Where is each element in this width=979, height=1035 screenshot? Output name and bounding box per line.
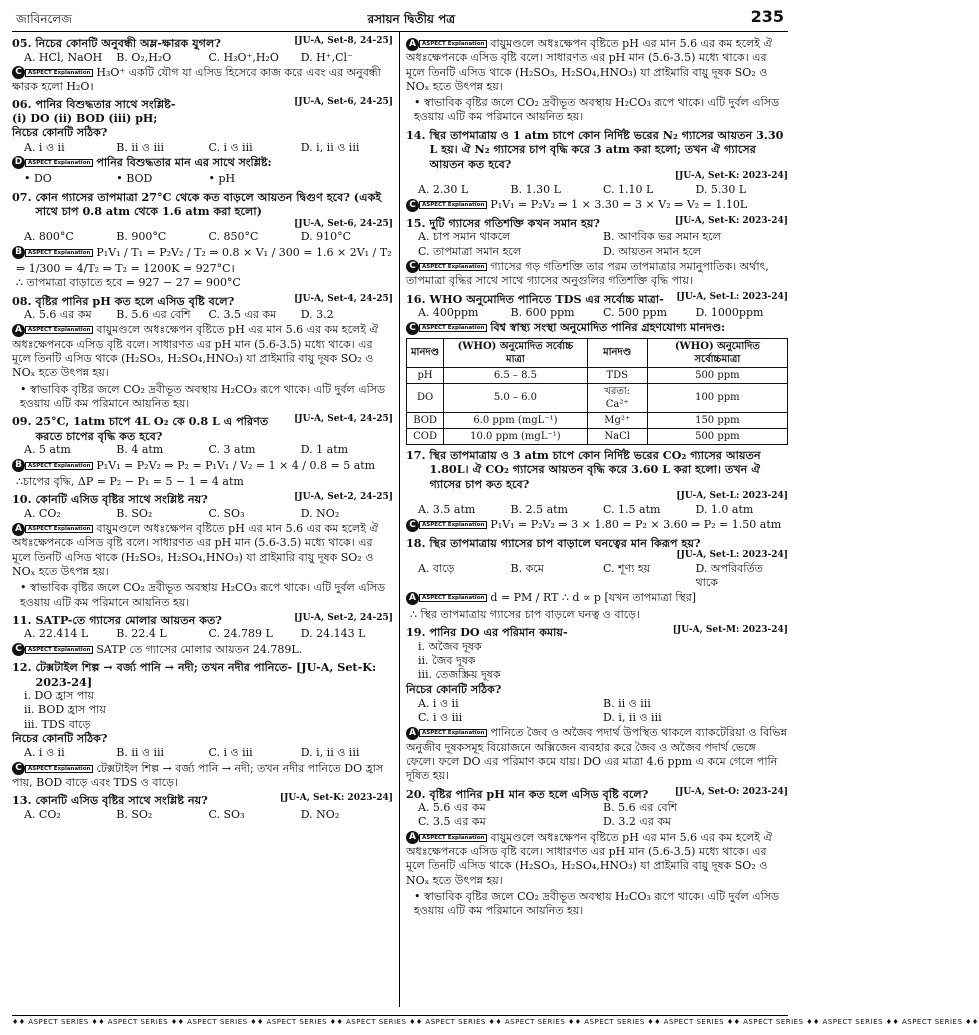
explanation: A ASPECT Explanation বায়ুমণ্ডলে অধঃক্ষেপন বৃষ্টিতে pH এর মান 5.6 এর কম হলেই ঐ অধঃক্ষেপনকে এসিড বৃষ্টি বলে। সাধারণত এর pH মান (5.6-3.5) মধ্যে থাকে। এর মূলে তিনটি এসিড থাকে (H₂SO₃, H₂SO₄,HNO₃) যা প্রাইমারি বায়ু দূষক SO₂ ও NOₓ হতে উৎপন্ন হয়। (12, 323, 379, 380)
question-05 (12, 36, 393, 94)
aspect-explanation-badge: C ASPECT Explanation (406, 260, 487, 273)
equation: ⇒ 1/300 = 4/T₂ ⇒ T₂ = 1200K = 927°C। (16, 261, 235, 275)
aspect-explanation-badge: A ASPECT Explanation (406, 592, 487, 605)
question-ref: [JU-A, Set-6, 24-25] (294, 218, 393, 229)
statement-list: i. অজৈব দূষক ii. জৈব দূষক iii. তেজস্ক্রিয় দূষক (418, 639, 501, 682)
table-row: pH 6.5 – 8.5 TDS 500 ppm (407, 367, 788, 383)
options: A. CO₂ B. SO₂ C. SO₃ D. NO₂ (24, 506, 340, 520)
option: C. H₃O⁺,H₂O (208, 50, 279, 64)
explanation: C ASPECT Explanation বিশ্ব স্বাস্থ্য সংস্থা অনুমোদিত পানির গ্রহণযোগ্য মানদণ্ড: (406, 321, 788, 335)
question-16: 16. WHO অনুমোদিত পানিতে TDS এর সর্বোচ্চ মাত্রা- [JU-A, Set-L: 2023-24] A. 400ppm B. 600 ppm C. 500 ppm D. 1000ppm C ASPECT Explanation বিশ্ব স্বাস্থ্য সংস্থা অনুমোদিত পানির গ্রহণযোগ্য মানদণ্ড: মানদণ্ড (WHO) অনুমোদিত সর্বোচ্চ মাত্রা মানদণ্ড (WHO) অনুমোদিত সর্বোচ্চমাত্রা pH 6.5 – 8.5 TDS 500 ppm DO 5.0 – 6.0 খরতা: Ca²⁺ 100 ppm BOD 6.0 ppm (mgL⁻¹) Mg²⁺ 150 ppm COD 10.0 ppm (mgL⁻¹) NaCl 500 ppm (406, 292, 788, 445)
options: A. চাপ সমান থাকলে B. আণবিক ভর সমান হলে C. তাপমাত্রা সমান হলে D. আয়তন সমান হলে (418, 230, 721, 258)
option: B. O₂,H₂O (116, 50, 172, 64)
explanation: C ASPECT Explanation গ্যাসের গড় গতিশক্তি তার পরম তাপমাত্রার সমানুপাতিক। অর্থাৎ, তাপমাত্রা বৃদ্ধির সাথে সাথে গ্যাসের অনুগুলির গতিশক্তি বৃদ্ধি পায়। (406, 259, 769, 288)
explanation: C ASPECT Explanation টেক্সটাইল শিল্প → বর্জ্য পানি → নদী; তখন নদীর পানিতে DO হ্রাস পায়, BOD বাড়ে এবং TDS ও বাড়ে। (12, 761, 384, 789)
explanation-items: • DO • BOD • pH (24, 172, 236, 186)
publisher-name: জাবিনলেজ (16, 12, 72, 27)
page-number: 235 (750, 7, 784, 27)
explanation: C ASPECT Explanation P₁V₁ = P₂V₂ ⇒ 1 × 3.30 = 3 × V₂ ⇒ V₂ = 1.10L (406, 198, 788, 212)
question-06 (12, 97, 393, 186)
aspect-explanation-badge: A ASPECT Explanation (406, 831, 487, 844)
table-row: DO 5.0 – 6.0 খরতা: Ca²⁺ 100 ppm (407, 383, 788, 412)
explanation: C ASPECT Explanation SATP তে গ্যাসের মোলার আয়তন 24.789L. (12, 643, 393, 657)
question-07: 07. কোন গ্যাসের তাপমাত্রা 27°C থেকে কত বাড়লে আয়তন দ্বিগুণ হবে? (একই সাথে চাপ 0.8 atm থেকে 1.6 atm করা হলো) [JU-A, Set-6, 24-25] A. 800°C B. 900°C C. 850°C D. 910°C B ASPECT Explanation P₁V₁ / T₁ = P₂V₂ / T₂ ⇒ 0.8 × V₁ / 300 = 1.6 × 2V₁ / T₂ ⇒ 1/300 = 4/T₂ ⇒ T₂ = 1200K = 927°C। ∴ তাপমাত্রা বাড়াতে হবে = 927 − 27 = 900°C (12, 189, 393, 290)
explanation: B ASPECT Explanation P₁V₁ = P₂V₂ ⇒ P₂ = P₁V₁ / V₂ = 1 × 4 / 0.8 = 5 atm (12, 459, 393, 473)
options: A. i ও ii B. ii ও iii C. i ও iii D. i, ii ও iii (418, 696, 662, 725)
left-column (12, 32, 400, 1007)
question-number: 06. (12, 97, 32, 112)
explanation-bullet: • স্বাভাবিক বৃষ্টির জলে CO₂ দ্রবীভূত অবস্থায় H₂CO₃ রূপে থাকে। এটি দুর্বল এসিড হওয়ায় এটি কম পরিমানে আয়নিত হয়। (20, 581, 386, 609)
statement-list: i. DO হ্রাস পায় ii. BOD হ্রাস পায় iii. TDS বাড়ে (24, 689, 106, 731)
question-13-continued: A ASPECT Explanation বায়ুমণ্ডলে অধঃক্ষেপন বৃষ্টিতে pH এর মান 5.6 এর কম হলেই ঐ অধঃক্ষেপনকে এসিড বৃষ্টি বলে। সাধারণত এর pH মান (5.6-3.5) মধ্যে থাকে। এর মূলে তিনটি এসিড থাকে (H₂SO₃, H₂SO₄,HNO₃) যা প্রাইমারি বায়ু দূষক SO₂ ও NOₓ হতে উৎপন্ন হয়। • স্বাভাবিক বৃষ্টির জলে CO₂ দ্রবীভূত অবস্থায় H₂CO₃ রূপে থাকে। এটি দুর্বল এসিড হওয়ায় এটি কম পরিমানে আয়নিত হয়। (406, 37, 788, 125)
question-ask: নিচের কোনটি সঠিক? (12, 126, 108, 140)
aspect-explanation-badge: C ASPECT Explanation (12, 66, 93, 79)
question-12: 12. টেক্সটাইল শিল্প → বর্জ্য পানি → নদী; তখন নদীর পানিতে- [JU-A, Set-K: 2023-24] i. DO হ্রাস পায় ii. BOD হ্রাস পায় iii. TDS বাড়ে নিচের কোনটি সঠিক? A. i ও ii B. ii ও iii C. i ও iii D. i, ii ও iii C ASPECT Explanation টেক্সটাইল শিল্প → বর্জ্য পানি → নদী; তখন নদীর পানিতে DO হ্রাস পায়, BOD বাড়ে এবং TDS ও বাড়ে। (12, 660, 393, 790)
question-15: 15. দুটি গ্যাসের গতিশক্তি কখন সমান হয়? [JU-A, Set-K: 2023-24] A. চাপ সমান থাকলে B. আণবিক ভর সমান হলে C. তাপমাত্রা সমান হলে D. আয়তন সমান হলে C ASPECT Explanation গ্যাসের গড় গতিশক্তি তার পরম তাপমাত্রার সমানুপাতিক। অর্থাৎ, তাপমাত্রা বৃদ্ধির সাথে সাথে গ্যাসের অনুগুলির গতিশক্তি বৃদ্ধি পায়। (406, 215, 788, 288)
aspect-explanation-badge: B ASPECT Explanation (12, 459, 93, 472)
book-title: রসায়ন দ্বিতীয় পত্র (367, 12, 456, 27)
options: A. 5.6 এর কম B. 5.6 এর বেশি C. 3.5 এর কম D. 3.2 (24, 308, 334, 322)
question-11: 11. SATP-তে গ্যাসের মোলার আয়তন কত? [JU-A, Set-2, 24-25] A. 22.414 L B. 22.4 L C. 24.789 L D. 24.143 L C ASPECT Explanation SATP তে গ্যাসের মোলার আয়তন 24.789L. (12, 612, 393, 656)
question-18: 18. স্থির তাপমাত্রায় গ্যাসের চাপ বাড়ালে ঘনত্বের মান কিরূপ হয়? [JU-A, Set-L: 2023-24] A. বাড়ে B. কমে C. শূণ্য হয় D. অপরিবর্তিত থাকে A ASPECT Explanation d = PM / RT ∴ d ∝ p [যখন তাপমাত্রা স্থির] ∴ স্থির তাপমাত্রায় গ্যাসের চাপ বাড়লে ঘনত্ব ও বাড়ে। (406, 535, 788, 621)
options: A. i ও ii B. ii ও iii C. i ও iii D. i, ii ও iii (24, 140, 360, 154)
options: A. 3.5 atm B. 2.5 atm C. 1.5 atm D. 1.0 atm (418, 503, 754, 517)
question-13: 13. কোনটি এসিড বৃষ্টির সাথে সংশ্লিষ্ট নয়? [JU-A, Set-K: 2023-24] A. CO₂ B. SO₂ C. SO₃ D. NO₂ (12, 793, 393, 821)
options (12, 51, 393, 65)
explanation: D ASPECT Explanation পানির বিশুদ্ধতার মান এর সাথে সংশ্লিষ্ট: (12, 156, 393, 170)
question-text: কোন গ্যাসের তাপমাত্রা 27°C থেকে কত বাড়লে আয়তন দ্বিগুণ হবে? (একই সাথে চাপ 0.8 atm থেকে 1.6 atm করা হলো) (35, 189, 382, 219)
aspect-explanation-badge: C ASPECT Explanation (12, 762, 93, 775)
options: A. 5 atm B. 4 atm C. 3 atm D. 1 atm (24, 443, 349, 457)
page-header (12, 0, 788, 32)
question-10: 10. কোনটি এসিড বৃষ্টির সাথে সংশ্লিষ্ট নয়? [JU-A, Set-2, 24-25] A. CO₂ B. SO₂ C. SO₃ D. NO₂ A ASPECT Explanation বায়ুমণ্ডলে অধঃক্ষেপন বৃষ্টিতে pH এর মান 5.6 এর কম হলেই ঐ অধঃক্ষেপনকে এসিড বৃষ্টি বলে। সাধারণত এর pH মান (5.6-3.5) মধ্যে থাকে। এর মূলে তিনটি এসিড থাকে (H₂SO₃, H₂SO₄,HNO₃) যা প্রাইমারি বায়ু দূষক SO₂ ও NOₓ হতে উৎপন্ন হয়। • স্বাভাবিক বৃষ্টির জলে CO₂ দ্রবীভূত অবস্থায় H₂CO₃ রূপে থাকে। এটি দুর্বল এসিড হওয়ায় এটি কম পরিমানে আয়নিত হয়। (12, 492, 393, 609)
aspect-explanation-badge: A ASPECT Explanation (406, 38, 487, 51)
options: A. i ও ii B. ii ও iii C. i ও iii D. i, ii ও iii (24, 746, 360, 760)
option: D. H⁺,Cl⁻ (300, 50, 353, 64)
right-column (400, 32, 788, 1007)
aspect-explanation-badge: C ASPECT Explanation (406, 322, 487, 335)
options: A. CO₂ B. SO₂ C. SO₃ D. NO₂ (24, 807, 340, 821)
question-number: 05. (12, 36, 32, 50)
question-text: পানির বিশুদ্ধতার সাথে সংশ্লিষ্ট- (35, 97, 176, 112)
aspect-explanation-badge: D ASPECT Explanation (12, 156, 93, 169)
equation: ∴ তাপমাত্রা বাড়াতে হবে = 927 − 27 = 900°C (16, 276, 241, 290)
explanation: C ASPECT Explanation H₃O⁺ একটি যৌগ যা এসিড হিসেবে কাজ করে এবং এর অনুবন্ধী ক্ষারক হলো H₂O। (12, 65, 381, 94)
aspect-explanation-badge: C ASPECT Explanation (12, 643, 93, 656)
question-items: (i) DO (ii) BOD (iii) pH; (12, 112, 158, 126)
series-footer: ♦♦ ASPECT SERIES ♦♦ ASPECT SERIES ♦♦ ASPECT SERIES ♦♦ ASPECT SERIES ♦♦ ASPECT SERIES ♦♦ ASPECT SERIES ♦♦ ASPECT SERIES ♦♦ ASPECT SERIES ♦♦ ASPECT SERIES ♦♦ ASPECT SERIES ♦♦ ASPECT SERIES ♦♦ ASPECT SERIES ♦♦ (12, 1015, 788, 1027)
table-row: BOD 6.0 ppm (mgL⁻¹) Mg²⁺ 150 ppm (407, 412, 788, 428)
aspect-explanation-badge: A ASPECT Explanation (12, 523, 93, 536)
explanation: A ASPECT Explanation d = PM / RT ∴ d ∝ p [যখন তাপমাত্রা স্থির] (406, 591, 788, 605)
options: A. 5.6 এর কম B. 5.6 এর বেশি C. 3.5 এর কম D. 3.2 এর কম (418, 801, 678, 829)
question-ref: [JU-A, Set-6, 24-25] (294, 97, 393, 108)
options: A. 400ppm B. 600 ppm C. 500 ppm D. 1000ppm (418, 306, 764, 320)
question-20: 20. বৃষ্টির পানির pH মান কত হলে এসিড বৃষ্টি বলে? [JU-A, Set-O: 2023-24] A. 5.6 এর কম B. 5.6 এর বেশি C. 3.5 এর কম D. 3.2 এর কম A ASPECT Explanation বায়ুমণ্ডলে অধঃক্ষেপন বৃষ্টিতে pH এর মান 5.6 এর কম হলেই ঐ অধঃক্ষেপনকে এসিড বৃষ্টি বলে। সাধারণত এর pH মান (5.6-3.5) মধ্যে থাকে। এর মূলে তিনটি এসিড থাকে (H₂SO₃, H₂SO₄,HNO₃) যা প্রাইমারি বায়ু দূষক SO₂ ও NOₓ হতে উৎপন্ন হয়। • স্বাভাবিক বৃষ্টির জলে CO₂ দ্রবীভূত অবস্থায় H₂CO₃ রূপে থাকে। এটি দুর্বল এসিড হওয়ায় এটি কম পরিমানে আয়নিত হয়। (406, 786, 788, 918)
question-ref: [JU-A, Set-8, 24-25] (294, 36, 393, 46)
question-17: 17. স্থির তাপমাত্রায় ও 3 atm চাপে কোন নির্দিষ্ট ভরের CO₂ গ্যাসের আয়তন 1.80L। ঐ CO₂ গ্যাসের আয়তন বৃদ্ধি করে 3.60 L করা হলো। তখন ঐ গ্যাসের চাপ কত হবে? [JU-A, Set-L: 2023-24] A. 3.5 atm B. 2.5 atm C. 1.5 atm D. 1.0 atm C ASPECT Explanation P₁V₁ = P₂V₂ ⇒ 3 × 1.80 = P₂ × 3.60 ⇒ P₂ = 1.50 atm (406, 447, 788, 532)
explanation: B ASPECT Explanation P₁V₁ / T₁ = P₂V₂ / T₂ ⇒ 0.8 × V₁ / 300 = 1.6 × 2V₁ / T₂ (12, 246, 393, 260)
explanation: A ASPECT Explanation বায়ুমণ্ডলে অধঃক্ষেপন বৃষ্টিতে pH এর মান 5.6 এর কম হলেই ঐ অধঃক্ষেপনকে এসিড বৃষ্টি বলে। সাধারণত এর pH মান (5.6-3.5) মধ্যে থাকে। এর মূলে তিনটি এসিড থাকে (H₂SO₃, H₂SO₄,HNO₃) যা প্রাইমারি বায়ু দূষক SO₂ ও NOₓ হতে উৎপন্ন হয়। (12, 522, 379, 578)
option: A. HCl, NaOH (24, 50, 103, 64)
options: A. 800°C B. 900°C C. 850°C D. 910°C (24, 230, 352, 244)
question-19: 19. পানির DO এর পরিমান কমায়- [JU-A, Set-M: 2023-24] i. অজৈব দূষক ii. জৈব দূষক iii. তেজস্ক্রিয় দূষক নিচের কোনটি সঠিক? A. i ও ii B. ii ও iii C. i ও iii D. i, ii ও iii A ASPECT Explanation পানিতে জৈব ও অজৈব পদার্থ উপস্থিত থাকলে ব্যাকটেরিয়া ও বিভিন্ন অনুজীব দূষকসমূহ বিয়োজনে অক্সিজেন ব্যবহার করে জৈব ও অজৈব পদার্থ ভেঙ্গে ফেলে। ফলে DO এর পরিমাণ কমে যায়। DO এর মাত্রা 4.6 ppm এ কমে গেলে পানি দূষিত হয়। (406, 625, 788, 783)
question-08: 08. বৃষ্টির পানির pH কত হলে এসিড বৃষ্টি বলে? [JU-A, Set-4, 24-25] A. 5.6 এর কম B. 5.6 এর বেশি C. 3.5 এর কম D. 3.2 A ASPECT Explanation বায়ুমণ্ডলে অধঃক্ষেপন বৃষ্টিতে pH এর মান 5.6 এর কম হলেই ঐ অধঃক্ষেপনকে এসিড বৃষ্টি বলে। সাধারণত এর pH মান (5.6-3.5) মধ্যে থাকে। এর মূলে তিনটি এসিড থাকে (H₂SO₃, H₂SO₄,HNO₃) যা প্রাইমারি বায়ু দূষক SO₂ ও NOₓ হতে উৎপন্ন হয়। • স্বাভাবিক বৃষ্টির জলে CO₂ দ্রবীভূত অবস্থায় H₂CO₃ রূপে থাকে। এটি দুর্বল এসিড হওয়ায় এটি কম পরিমানে আয়নিত হয়। (12, 293, 393, 410)
aspect-explanation-badge: C ASPECT Explanation (406, 519, 487, 532)
options: A. 22.414 L B. 22.4 L C. 24.789 L D. 24.143 L (24, 627, 366, 641)
question-text: নিচের কোনটি অনুবন্ধী অম্ল-ক্ষারক যুগল? (35, 36, 221, 50)
question-14: 14. স্থির তাপমাত্রায় ও 1 atm চাপে কোন নির্দিষ্ট ভরের N₂ গ্যাসের আয়তন 3.30 L হয়। ঐ N₂ গ্যাসের চাপ বৃদ্ধি করে 3 atm করা হলো; তখন ঐ গ্যাসের আয়তন কত হবে? [JU-A, Set-K: 2023-24] A. 2.30 L B. 1.30 L C. 1.10 L D. 5.30 L C ASPECT Explanation P₁V₁ = P₂V₂ ⇒ 1 × 3.30 = 3 × V₂ ⇒ V₂ = 1.10L (406, 127, 788, 212)
explanation: C ASPECT Explanation P₁V₁ = P₂V₂ ⇒ 3 × 1.80 = P₂ × 3.60 ⇒ P₂ = 1.50 atm (406, 518, 788, 532)
explanation: A ASPECT Explanation পানিতে জৈব ও অজৈব পদার্থ উপস্থিত থাকলে ব্যাকটেরিয়া ও বিভিন্ন অনুজীব দূষকসমূহ বিয়োজনে অক্সিজেন ব্যবহার করে জৈব ও অজৈব পদার্থ ভেঙ্গে ফেলে। ফলে DO এর পরিমাণ কমে যায়। DO এর মাত্রা 4.6 ppm এ কমে গেলে পানি দূষিত হয়। (406, 726, 787, 783)
aspect-explanation-badge: A ASPECT Explanation (12, 324, 93, 337)
aspect-explanation-badge: A ASPECT Explanation (406, 727, 487, 740)
who-standards-table: মানদণ্ড (WHO) অনুমোদিত সর্বোচ্চ মাত্রা মানদণ্ড (WHO) অনুমোদিত সর্বোচ্চমাত্রা pH 6.5 – 8.5 TDS 500 ppm DO 5.0 – 6.0 খরতা: Ca²⁺ 100 ppm BOD 6.0 ppm (mgL⁻¹) Mg²⁺ 150 ppm COD 10.0 ppm (mgL⁻¹) NaCl 500 ppm (406, 338, 788, 445)
explanation-bullet: • স্বাভাবিক বৃষ্টির জলে CO₂ দ্রবীভূত অবস্থায় H₂CO₃ রূপে থাকে। এটি দুর্বল এসিড হওয়ায় এটি কম পরিমানে আয়নিত হয়। (20, 382, 386, 410)
options: A. বাড়ে B. কমে C. শূণ্য হয় D. অপরিবর্তিত থাকে (418, 561, 763, 590)
options: A. 2.30 L B. 1.30 L C. 1.10 L D. 5.30 L (418, 183, 747, 197)
explanation: A ASPECT Explanation বায়ুমণ্ডলে অধঃক্ষেপন বৃষ্টিতে pH এর মান 5.6 এর কম হলেই ঐ অধঃক্ষেপনকে এসিড বৃষ্টি বলে। সাধারণত এর pH মান (5.6-3.5) মধ্যে থাকে। এর মূলে তিনটি এসিড থাকে (H₂SO₃, H₂SO₄,HNO₃) যা প্রাইমারি বায়ু দূষক SO₂ ও NOₓ হতে উৎপন্ন হয়। (406, 830, 773, 887)
question-09: 09. 25°C, 1atm চাপে 4L O₂ কে 0.8 L এ পরিণত করতে চাপের বৃদ্ধি কত হবে? [JU-A, Set-4, 24-25] A. 5 atm B. 4 atm C. 3 atm D. 1 atm B ASPECT Explanation P₁V₁ = P₂V₂ ⇒ P₂ = P₁V₁ / V₂ = 1 × 4 / 0.8 = 5 atm ∴চাপের বৃদ্ধি, ΔP = P₂ − P₁ = 5 − 1 = 4 atm (12, 414, 393, 488)
table-row: COD 10.0 ppm (mgL⁻¹) NaCl 500 ppm (407, 428, 788, 444)
aspect-explanation-badge: C ASPECT Explanation (406, 199, 487, 212)
equation: ∴চাপের বৃদ্ধি, ΔP = P₂ − P₁ = 5 − 1 = 4 atm (16, 474, 244, 488)
explanation: A ASPECT Explanation বায়ুমণ্ডলে অধঃক্ষেপন বৃষ্টিতে pH এর মান 5.6 এর কম হলেই ঐ অধঃক্ষেপনকে এসিড বৃষ্টি বলে। সাধারণত এর pH মান (5.6-3.5) মধ্যে থাকে। এর মূলে তিনটি এসিড থাকে (H₂SO₃, H₂SO₄,HNO₃) যা প্রাইমারি বায়ু দূষক SO₂ ও NOₓ হতে উৎপন্ন হয়। (406, 37, 773, 93)
aspect-explanation-badge: B ASPECT Explanation (12, 246, 93, 259)
